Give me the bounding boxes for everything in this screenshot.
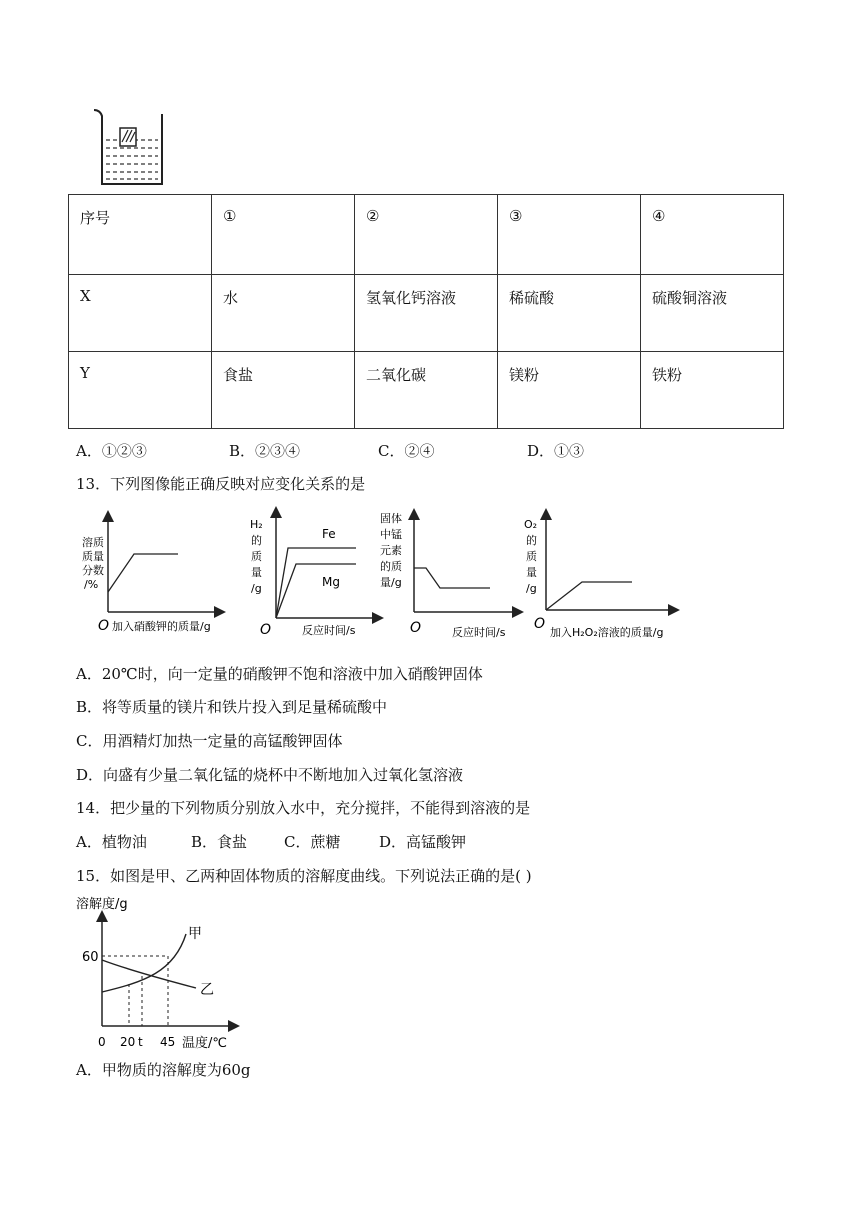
option-d: D．①③ xyxy=(527,442,585,460)
graph-4-ylabel: 量 xyxy=(526,566,537,579)
option-b: B．食盐 xyxy=(191,833,248,851)
question-14-stem: 14．把少量的下列物质分别放入水中，充分搅拌，不能得到溶液的是 xyxy=(76,799,531,817)
option-c: C．②④ xyxy=(378,442,435,460)
table-cell: 食盐 xyxy=(212,352,355,429)
graph-1-xlabel: 加入硝酸钾的质量/g xyxy=(112,620,211,633)
graph-2-ylabel: 质 xyxy=(251,550,262,563)
q13-option-a: A．20℃时，向一定量的硝酸钾不饱和溶液中加入硝酸钾固体 xyxy=(76,665,483,683)
graph-2-origin: O xyxy=(260,622,272,638)
q13-graphs xyxy=(74,506,714,642)
table-cell: 铁粉 xyxy=(641,352,784,429)
graph-3-xlabel: 反应时间/s xyxy=(452,626,506,639)
table-cell: 硫酸铜溶液 xyxy=(641,275,784,352)
graph-3-ylabel: 元素 xyxy=(380,544,402,557)
graph-2-ylabel: 量 xyxy=(251,566,262,579)
reagent-table xyxy=(68,194,784,429)
graph-3-origin: O xyxy=(410,620,422,636)
q13-option-b: B．将等质量的镁片和铁片投入到足量稀硫酸中 xyxy=(76,698,388,716)
table-cell: 氢氧化钙溶液 xyxy=(355,275,498,352)
option-d: D．高锰酸钾 xyxy=(379,833,467,851)
fe-label: Fe xyxy=(322,527,336,541)
table-cell: ③ xyxy=(498,195,641,275)
x-tick: 45 xyxy=(160,1035,176,1049)
beaker-illustration xyxy=(92,108,168,188)
curve-label-jia: 甲 xyxy=(188,926,202,942)
x-tick: 0 xyxy=(98,1035,106,1049)
option-b: B．②③④ xyxy=(229,442,301,460)
table-cell: ④ xyxy=(641,195,784,275)
q13-option-c: C．用酒精灯加热一定量的高锰酸钾固体 xyxy=(76,732,343,750)
option-a: A．植物油 xyxy=(76,833,147,851)
graph-2-ylabel: H₂ xyxy=(250,518,263,531)
table-row xyxy=(69,195,784,275)
graph-4-ylabel: /g xyxy=(526,582,537,595)
graph-3-ylabel: 量/g xyxy=(380,576,402,589)
ylabel-solubility: 溶解度/g xyxy=(76,897,128,912)
table-row xyxy=(69,275,784,352)
table-row xyxy=(69,352,784,429)
table-cell: 稀硫酸 xyxy=(498,275,641,352)
graph-1-ylabel: 质量 xyxy=(82,550,104,563)
graph-1-ylabel: 溶质 xyxy=(82,536,104,549)
graph-3-ylabel: 的质 xyxy=(380,560,402,573)
question-15-stem: 15．如图是甲、乙两种固体物质的溶解度曲线。下列说法正确的是( ) xyxy=(76,867,532,885)
y-tick-60: 60 xyxy=(82,950,99,965)
table-cell: X xyxy=(69,275,212,352)
x-tick: t xyxy=(138,1035,143,1049)
curve-label-yi: 乙 xyxy=(200,982,214,998)
graph-4-ylabel: 质 xyxy=(526,550,537,563)
graph-3-ylabel: 固体 xyxy=(380,512,402,525)
graph-2-xlabel: 反应时间/s xyxy=(302,624,356,637)
x-tick: 20 xyxy=(120,1035,136,1049)
table-cell: ① xyxy=(212,195,355,275)
graph-1-origin: O xyxy=(98,618,110,634)
graph-2 xyxy=(250,512,378,638)
option-c: C．蔗糖 xyxy=(284,833,341,851)
graph-4-xlabel: 加入H₂O₂溶液的质量/g xyxy=(550,626,664,639)
graph-4 xyxy=(524,514,674,639)
graph-4-ylabel: 的 xyxy=(526,534,537,547)
option-a: A．①②③ xyxy=(76,442,147,460)
graph-4-origin: O xyxy=(534,616,546,632)
graph-3 xyxy=(380,511,518,639)
question-13-stem: 13．下列图像能正确反映对应变化关系的是 xyxy=(76,475,366,493)
graph-1-ylabel: /% xyxy=(84,578,99,591)
graph-2-ylabel: 的 xyxy=(251,534,262,547)
q15-option-a: A．甲物质的溶解度为60g xyxy=(76,1061,251,1079)
table-cell: ② xyxy=(355,195,498,275)
table-cell: 二氧化碳 xyxy=(355,352,498,429)
q13-option-d: D．向盛有少量二氧化锰的烧杯中不断地加入过氧化氢溶液 xyxy=(76,766,464,784)
graph-1 xyxy=(82,516,220,634)
graph-2-ylabel: /g xyxy=(251,582,262,595)
graph-3-ylabel: 中锰 xyxy=(380,528,402,541)
solubility-curve-chart xyxy=(74,894,254,1054)
mg-label: Mg xyxy=(322,575,340,589)
table-cell: 镁粉 xyxy=(498,352,641,429)
table-cell: 序号 xyxy=(69,195,212,275)
graph-4-ylabel: O₂ xyxy=(524,518,538,531)
table-cell: Y xyxy=(69,352,212,429)
graph-1-ylabel: 分数 xyxy=(82,564,104,577)
table-cell: 水 xyxy=(212,275,355,352)
xlabel-temperature: 温度/℃ xyxy=(182,1036,227,1051)
